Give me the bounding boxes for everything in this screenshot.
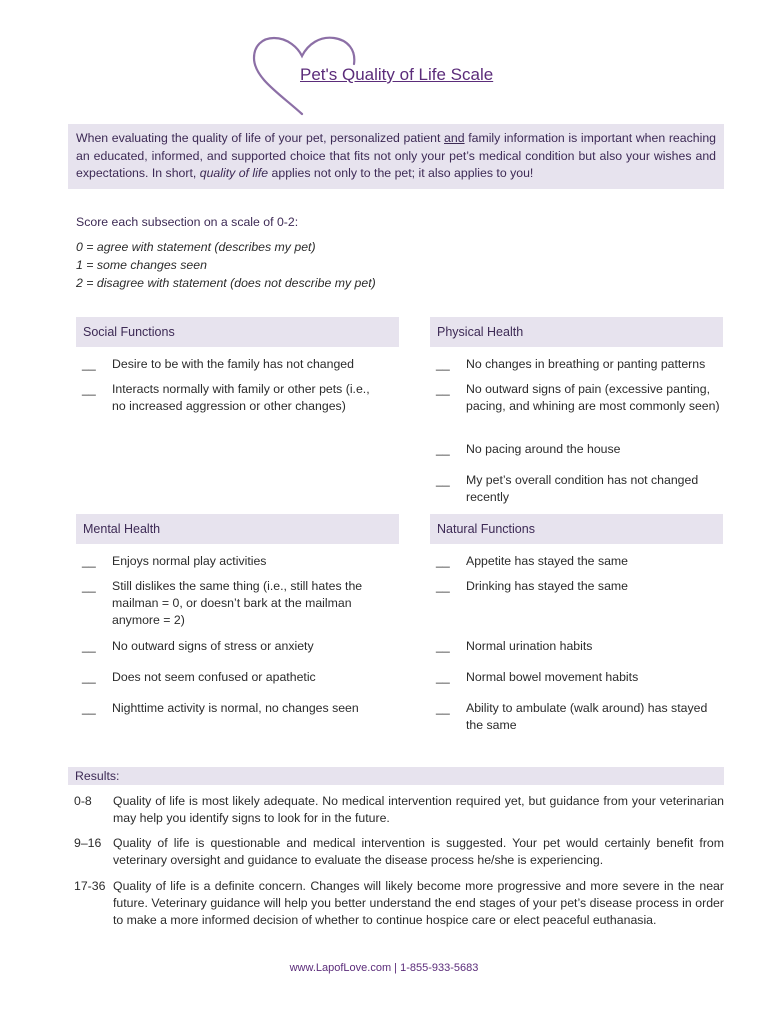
result-text: Quality of life is questionable and medical intervention is suggested. Your pet would certainly benefit from veterinary oversight and guidance to evaluate the disease process he/she is experiencing. [113, 836, 724, 867]
score-blank[interactable]: __ [82, 670, 96, 684]
score-blank[interactable]: __ [436, 442, 450, 456]
item-text: Ability to ambulate (walk around) has stayed the same [466, 701, 708, 732]
score-blank[interactable]: __ [436, 579, 450, 593]
section-header-mental-health: Mental Health [76, 514, 399, 544]
score-blank[interactable]: __ [436, 670, 450, 684]
score-blank[interactable]: __ [436, 357, 450, 371]
section-header-natural-functions: Natural Functions [430, 514, 723, 544]
item-text: Does not seem confused or apathetic [112, 670, 316, 684]
item-text: No outward signs of pain (excessive panting, pacing, and whining are most commonly seen) [466, 382, 720, 413]
score-legend [76, 238, 376, 292]
page-title: Pet's Quality of Life Scale [300, 65, 494, 84]
footer-contact[interactable]: www.LapofLove.com | 1-855-933-5683 [289, 962, 479, 974]
intro-emphasis-and: and [444, 131, 465, 145]
score-blank[interactable]: __ [82, 357, 96, 371]
score-blank[interactable]: __ [436, 701, 450, 715]
item-text: My pet’s overall condition has not changed recently [466, 473, 699, 504]
item-text: Interacts normally with family or other pets (i.e., no increased aggression or other changes) [112, 382, 370, 413]
intro-paragraph: When evaluating the quality of life of your pet, personalized patient and family information is important when reaching an educated, informed, and supported choice that fits not only your pet’s medical condition but also your wishes and expectations. In short, quality of life applies not only to the pet; it also applies to you! [68, 124, 724, 189]
legend-line: 2 = disagree with statement (does not describe my pet) [76, 276, 376, 290]
score-blank[interactable]: __ [436, 382, 450, 396]
result-text: Quality of life is most likely adequate. No medical intervention required yet, but guidance from your veterinarian may help you identify signs to look for in the future. [113, 794, 724, 825]
legend-line: 1 = some changes seen [76, 258, 207, 272]
results-header: Results: [68, 767, 724, 785]
score-blank[interactable]: __ [82, 579, 96, 593]
item-text: Appetite has stayed the same [466, 554, 629, 568]
item-text: No pacing around the house [466, 442, 621, 456]
item-text: Nighttime activity is normal, no changes seen [112, 701, 359, 715]
intro-emphasis-quality: quality of life [199, 166, 269, 180]
item-text: No changes in breathing or panting patterns [466, 357, 706, 371]
item-text: Drinking has stayed the same [466, 579, 628, 593]
item-text: Normal urination habits [466, 639, 593, 653]
item-text: Normal bowel movement habits [466, 670, 639, 684]
score-instructions: Score each subsection on a scale of 0-2: [76, 215, 299, 229]
result-range: 17-36 [74, 879, 106, 893]
score-blank[interactable]: __ [82, 382, 96, 396]
item-text: Still dislikes the same thing (i.e., still hates the mailman = 0, or doesn’t bark at the mailman anymore = 2) [112, 579, 363, 627]
section-header-physical-health: Physical Health [430, 317, 723, 347]
score-blank[interactable]: __ [436, 554, 450, 568]
score-blank[interactable]: __ [436, 639, 450, 653]
result-range: 0-8 [74, 794, 92, 808]
section-header-social-functions: Social Functions [76, 317, 399, 347]
score-blank[interactable]: __ [436, 473, 450, 487]
score-blank[interactable]: __ [82, 639, 96, 653]
legend-line: 0 = agree with statement (describes my pet) [76, 240, 316, 254]
score-blank[interactable]: __ [82, 701, 96, 715]
result-range: 9–16 [74, 836, 102, 850]
item-text: Enjoys normal play activities [112, 554, 267, 568]
score-blank[interactable]: __ [82, 554, 96, 568]
item-text: No outward signs of stress or anxiety [112, 639, 314, 653]
item-text: Desire to be with the family has not changed [112, 357, 354, 371]
result-text: Quality of life is a definite concern. Changes will likely become more progressive and more severe in the near future. Veterinary guidance will help you better understand the end stages of your pet’s disease process in order to make a more informed decision of whether to continue hospice care or elect peaceful euthanasia. [113, 879, 724, 927]
